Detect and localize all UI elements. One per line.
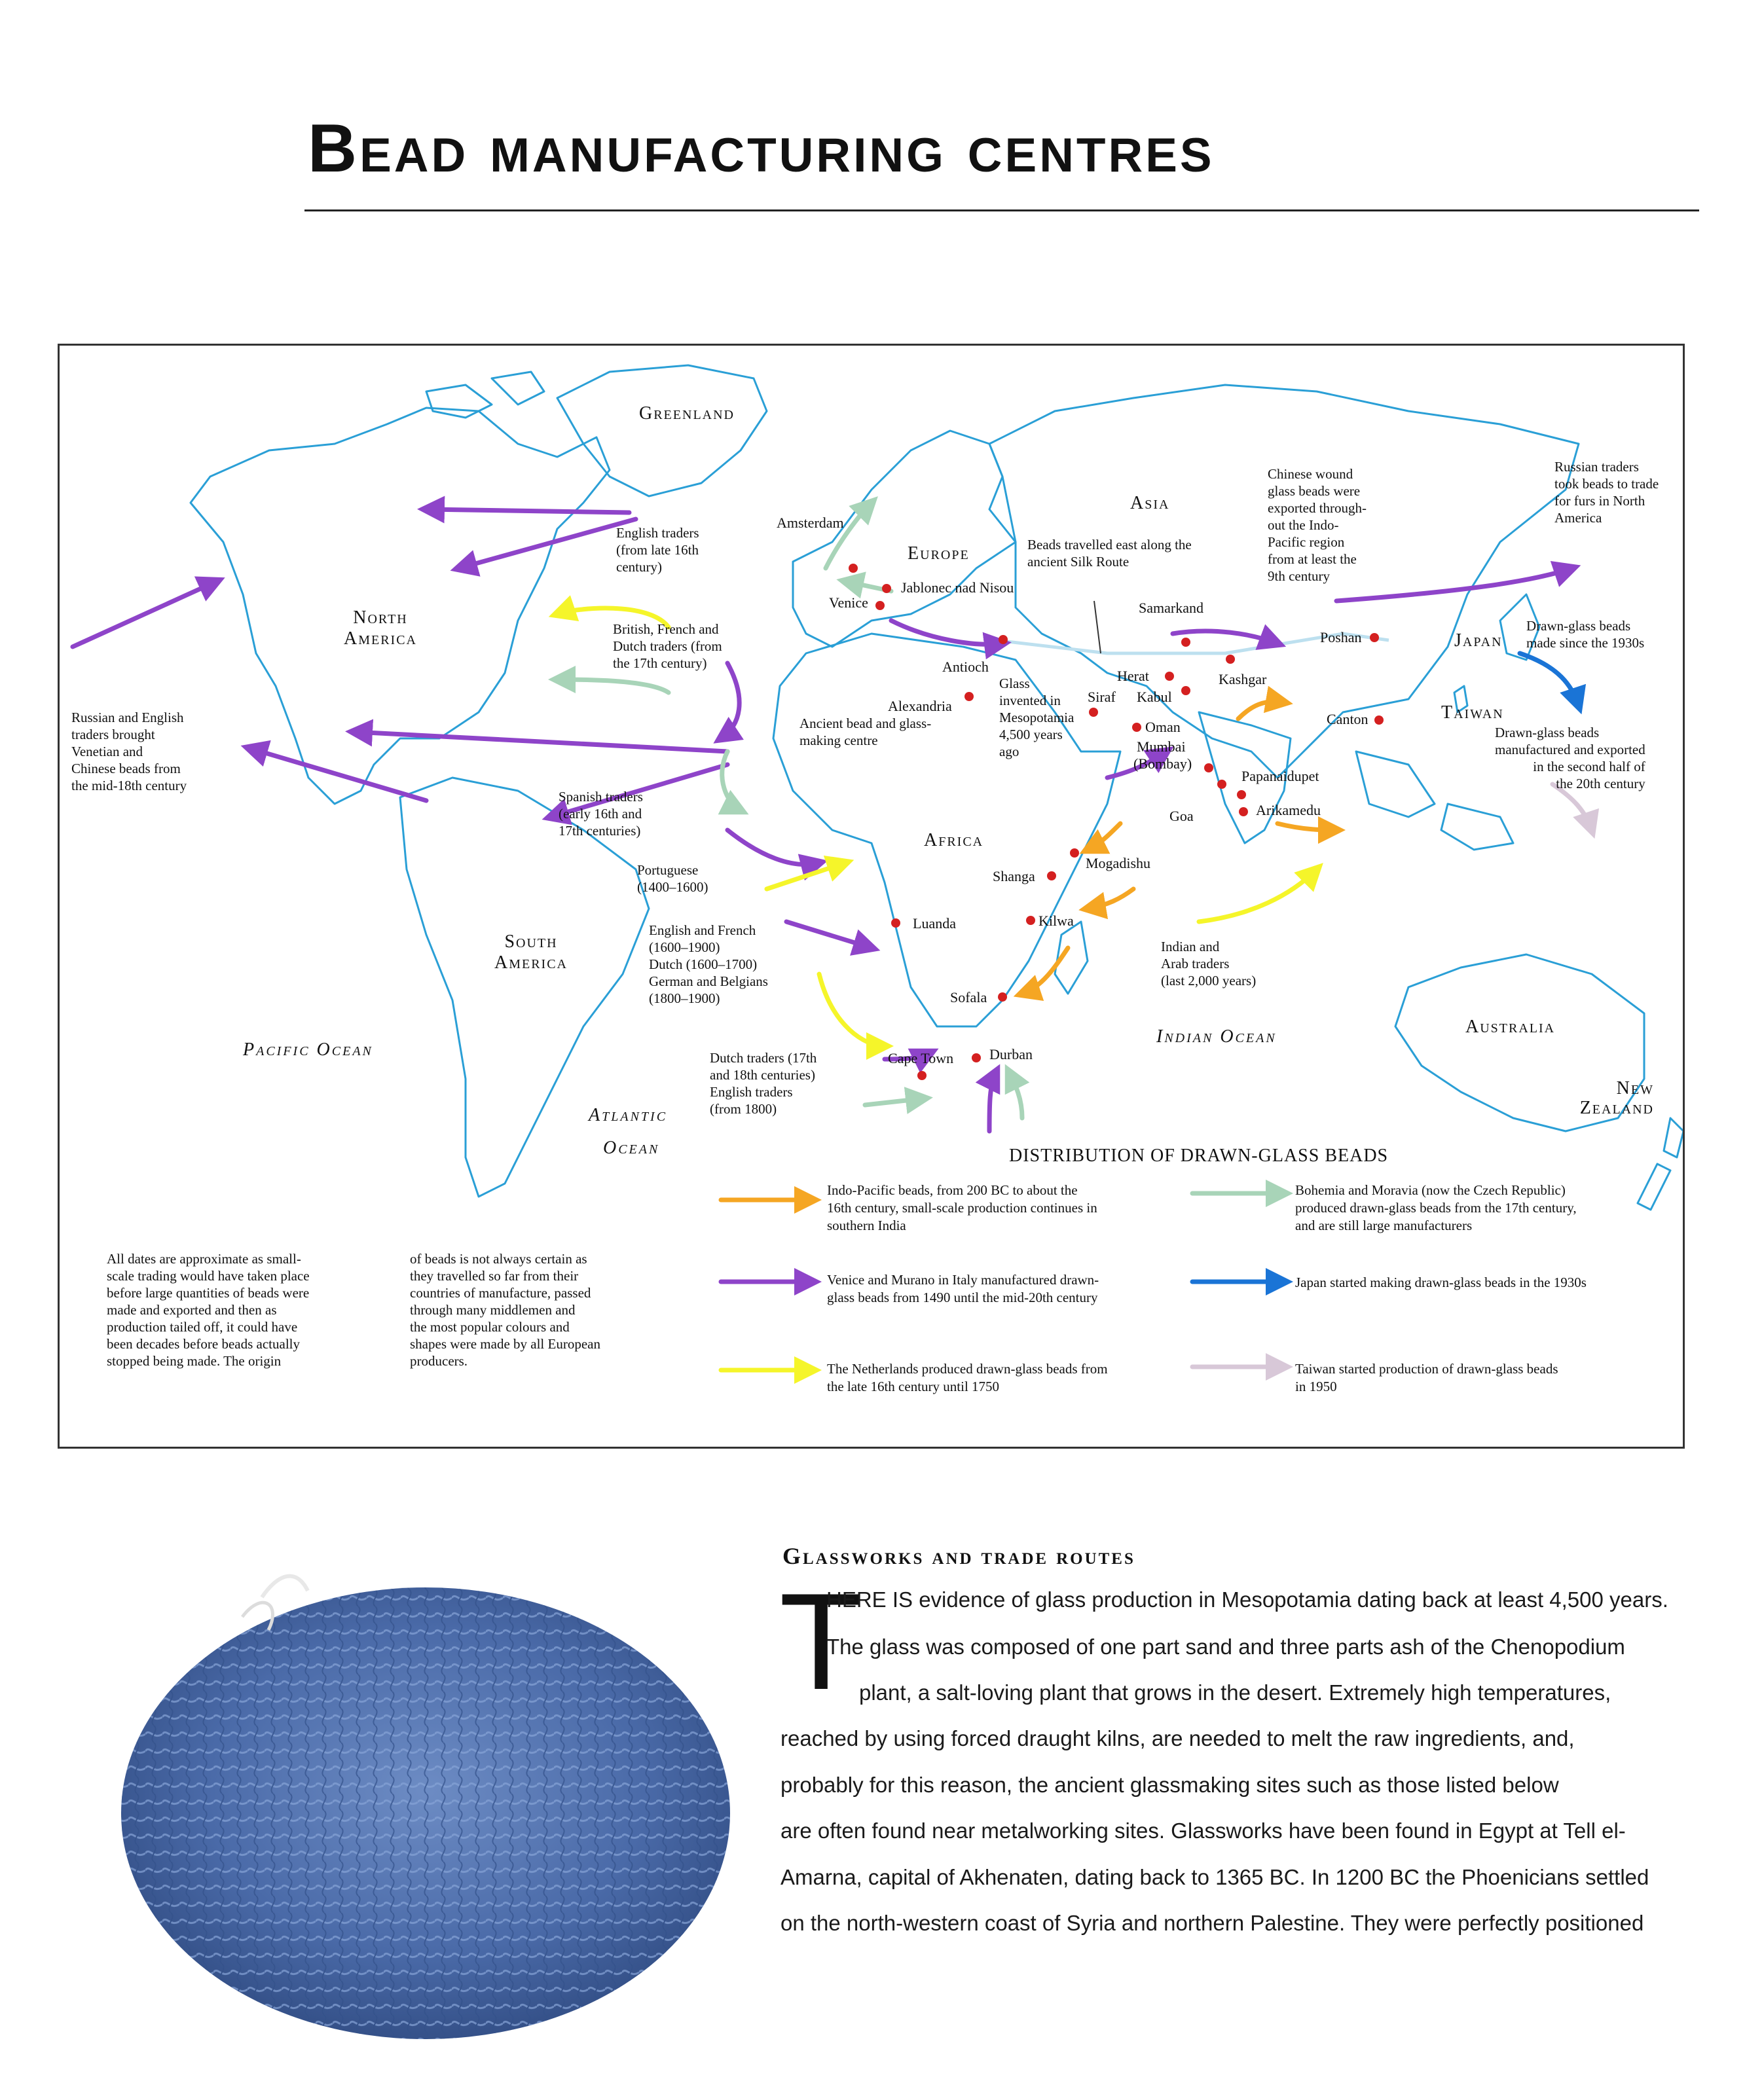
label-atlantic-2: Ocean xyxy=(603,1138,660,1158)
arrow-durban-green xyxy=(1009,1072,1022,1118)
arrow-russian-traders xyxy=(1336,568,1572,601)
label-taiwan: Taiwan xyxy=(1441,702,1504,723)
title-rule xyxy=(304,209,1699,211)
dot-herat xyxy=(1165,672,1174,681)
city-antioch: Antioch xyxy=(942,659,989,675)
label-indian-ocean: Indian Ocean xyxy=(1156,1026,1277,1047)
city-cape-town: Cape Town xyxy=(888,1050,954,1066)
article-line-2: The glass was composed of one part sand and three parts ash of the Chenopodium xyxy=(826,1635,1625,1659)
arrow-portuguese xyxy=(727,830,819,865)
city-poshan: Poshan xyxy=(1320,629,1362,645)
note-indian-arab: Indian and Arab traders (last 2,000 years) xyxy=(1161,939,1257,988)
dot-canton xyxy=(1374,715,1384,725)
arrow-russian-alaska xyxy=(73,581,217,647)
dot-kilwa xyxy=(1026,916,1035,925)
dot-shanga xyxy=(1047,871,1056,880)
trade-arrows xyxy=(73,503,1592,1370)
city-mogadishu: Mogadishu xyxy=(1086,855,1150,871)
city-samarkand: Samarkand xyxy=(1139,600,1203,616)
silk-route-pointer xyxy=(1094,601,1101,653)
dot-antioch xyxy=(999,635,1008,644)
dot-venice xyxy=(875,601,885,610)
dot-durban xyxy=(972,1053,981,1062)
label-south-america: South America xyxy=(494,932,568,973)
label-new-zealand: New Zealand xyxy=(1579,1078,1654,1118)
note-russian-english: Russian and English traders brought Venetian and Chinese beads from the mid-18th century xyxy=(71,710,187,793)
arrow-yellow-indian xyxy=(1199,869,1317,922)
note-silk-route: Beads travelled east along the ancient Silk Route xyxy=(1027,537,1192,570)
city-kabul: Kabul xyxy=(1137,689,1172,705)
footnote-col-1: All dates are approximate as small- scale trading would have taken place before large quantities of beads were made and exported and then as production tailed off, it could have been decades before beads actually stopped being made. The origin xyxy=(107,1251,310,1369)
note-chinese-wound: Chinese wound glass beads were exported through- out the Indo- Pacific region from at least the 9th century xyxy=(1268,466,1367,584)
label-north-america: North America xyxy=(343,607,417,649)
label-greenland: Greenland xyxy=(639,403,735,424)
arrow-cape-green xyxy=(865,1098,924,1105)
dot-mumbai xyxy=(1204,763,1213,772)
arrow-venice-silk xyxy=(891,621,1002,644)
article-line-3: plant, a salt-loving plant that grows in the desert. Extremely high temperatures, xyxy=(859,1680,1611,1705)
city-venice: Venice xyxy=(829,594,868,611)
city-kilwa: Kilwa xyxy=(1038,913,1074,929)
label-atlantic-1: Atlantic xyxy=(589,1105,668,1125)
arrow-europe-north xyxy=(826,503,872,568)
arrow-venice-caribbean xyxy=(354,732,727,751)
legend-item-blue: Japan started making drawn-glass beads in the 1930s xyxy=(1295,1275,1587,1290)
dot-luanda xyxy=(891,918,900,928)
city-herat: Herat xyxy=(1117,668,1149,684)
city-oman: Oman xyxy=(1145,719,1181,735)
dot-kashgar xyxy=(1226,655,1235,664)
city-alexandria: Alexandria xyxy=(888,698,952,714)
city-durban: Durban xyxy=(989,1046,1033,1062)
dot-siraf xyxy=(1089,708,1098,717)
city-siraf: Siraf xyxy=(1088,689,1116,705)
article-line-5: probably for this reason, the ancient glassmaking sites such as those listed below xyxy=(781,1773,1559,1797)
city-goa: Goa xyxy=(1169,808,1194,824)
city-arikamedu: Arikamedu xyxy=(1256,802,1321,818)
article-line-4: reached by using forced draught kilns, are needed to melt the raw ingredients, and, xyxy=(781,1726,1575,1750)
dot-mogadishu xyxy=(1070,848,1079,858)
arrow-british-africa xyxy=(721,663,739,738)
article-line-8: on the north-western coast of Syria and northern Palestine. They were perfectly positioned xyxy=(781,1911,1644,1935)
dot-cape-town xyxy=(917,1071,927,1080)
city-mumbai: Mumbai xyxy=(1137,738,1186,755)
article-line-6: are often found near metalworking sites. Glassworks have been found in Egypt at Tell el- xyxy=(781,1819,1626,1843)
article-heading: Glassworks and trade routes xyxy=(782,1543,1135,1569)
city-kashgar: Kashgar xyxy=(1219,671,1267,687)
coastlines xyxy=(191,365,1683,1210)
arrow-orange-india xyxy=(1238,702,1284,719)
city-sofala: Sofala xyxy=(950,989,987,1005)
arrow-orange-mogadishu xyxy=(1088,824,1120,850)
arrow-yellow-cape xyxy=(819,974,885,1046)
legend-title: DISTRIBUTION OF DRAWN-GLASS BEADS xyxy=(1009,1146,1389,1166)
label-pacific-ocean: Pacific Ocean xyxy=(243,1040,373,1060)
city-bombay: (Bombay) xyxy=(1133,755,1192,772)
dot-amsterdam xyxy=(849,564,858,573)
arrow-durban-purple xyxy=(989,1072,996,1131)
note-english-traders: English traders (from late 16th century) xyxy=(616,525,699,575)
label-asia: Asia xyxy=(1130,493,1170,513)
note-taiwan-beads: Drawn-glass beads manufactured and exported in the second half of the 20th century xyxy=(1495,725,1645,791)
arrow-orange-kilwa xyxy=(1088,889,1133,909)
label-japan: Japan xyxy=(1454,630,1503,651)
arrow-orange-sofala xyxy=(1022,948,1068,994)
legend-item-green: Bohemia and Moravia (now the Czech Republic) produced drawn-glass beads from the 17th century, and are still large manufacturers xyxy=(1295,1182,1577,1233)
article-line-1: HERE IS evidence of glass production in Mesopotamia dating back at least 4,500 years. xyxy=(826,1587,1668,1612)
dot-sofala xyxy=(998,992,1007,1002)
dot-jablonec xyxy=(882,584,891,593)
note-portuguese: Portuguese (1400–1600) xyxy=(637,862,708,895)
arrow-russian-english xyxy=(249,748,426,801)
legend-item-pink: Taiwan started production of drawn-glass beads in 1950 xyxy=(1295,1361,1558,1394)
bead-bundle-photo xyxy=(111,1538,740,2049)
arrow-japan-blue xyxy=(1520,653,1579,706)
arrow-bohemia-green xyxy=(557,679,669,693)
dot-alexandria xyxy=(964,692,974,701)
article-dropcap: T xyxy=(779,1565,864,1718)
label-australia: Australia xyxy=(1465,1017,1556,1037)
dot-kabul xyxy=(1181,686,1190,695)
dot-samarkand xyxy=(1181,638,1190,647)
footnote-col-2: of beads is not always certain as they travelled so far from their countries of manufacture, passed through many middlemen and the most popular colours and shapes were made by all European producers. xyxy=(410,1251,600,1369)
legend-item-purple: Venice and Murano in Italy manufactured drawn- glass beads from 1490 until the mid-20th century xyxy=(827,1272,1099,1305)
map-frame xyxy=(58,344,1685,1449)
city-amsterdam: Amsterdam xyxy=(777,515,844,531)
arrow-english-french xyxy=(786,922,872,948)
dot-oman xyxy=(1132,723,1141,732)
note-ancient-bead: Ancient bead and glass- making centre xyxy=(799,715,932,748)
legend-item-orange: Indo-Pacific beads, from 200 BC to about the 16th century, small-scale production continues in southern India xyxy=(827,1182,1097,1233)
label-africa: Africa xyxy=(924,830,984,850)
note-english-french: English and French (1600–1900) Dutch (1600–1700) German and Belgians (1800–1900) xyxy=(649,922,768,1006)
city-jablonec: Jablonec nad Nisou xyxy=(901,579,1014,596)
city-papanaidupet: Papanaidupet xyxy=(1241,768,1319,784)
legend-item-yellow: The Netherlands produced drawn-glass beads from the late 16th century until 1750 xyxy=(827,1361,1108,1394)
article-line-7: Amarna, capital of Akhenaten, dating back to 1365 BC. In 1200 BC the Phoenicians settled xyxy=(781,1865,1649,1889)
label-europe: Europe xyxy=(908,543,970,564)
dot-papanaidupet xyxy=(1237,790,1246,799)
note-dutch-traders: Dutch traders (17th and 18th centuries) English traders (from 1800) xyxy=(710,1050,817,1117)
arrow-orange-arikamedu xyxy=(1277,824,1336,830)
note-spanish-traders: Spanish traders (early 16th and 17th centuries) xyxy=(559,789,643,839)
dot-arikamedu xyxy=(1239,807,1248,816)
dot-goa xyxy=(1217,780,1226,789)
arrow-green-africa xyxy=(722,751,741,810)
note-glass-invented: Glass invented in Mesopotamia 4,500 years ago xyxy=(999,676,1075,759)
city-shanga: Shanga xyxy=(993,868,1035,884)
arrow-english-1 xyxy=(426,509,629,513)
note-japan-beads: Drawn-glass beads made since the 1930s xyxy=(1526,618,1645,651)
page-title: Bead manufacturing centres xyxy=(308,111,1215,187)
city-luanda: Luanda xyxy=(913,915,956,932)
note-russian-traders: Russian traders took beads to trade for furs in North America xyxy=(1554,459,1659,526)
note-british-french-dutch: British, French and Dutch traders (from the 17th century) xyxy=(613,621,722,671)
city-canton: Canton xyxy=(1327,711,1368,727)
dot-poshan xyxy=(1370,633,1379,642)
